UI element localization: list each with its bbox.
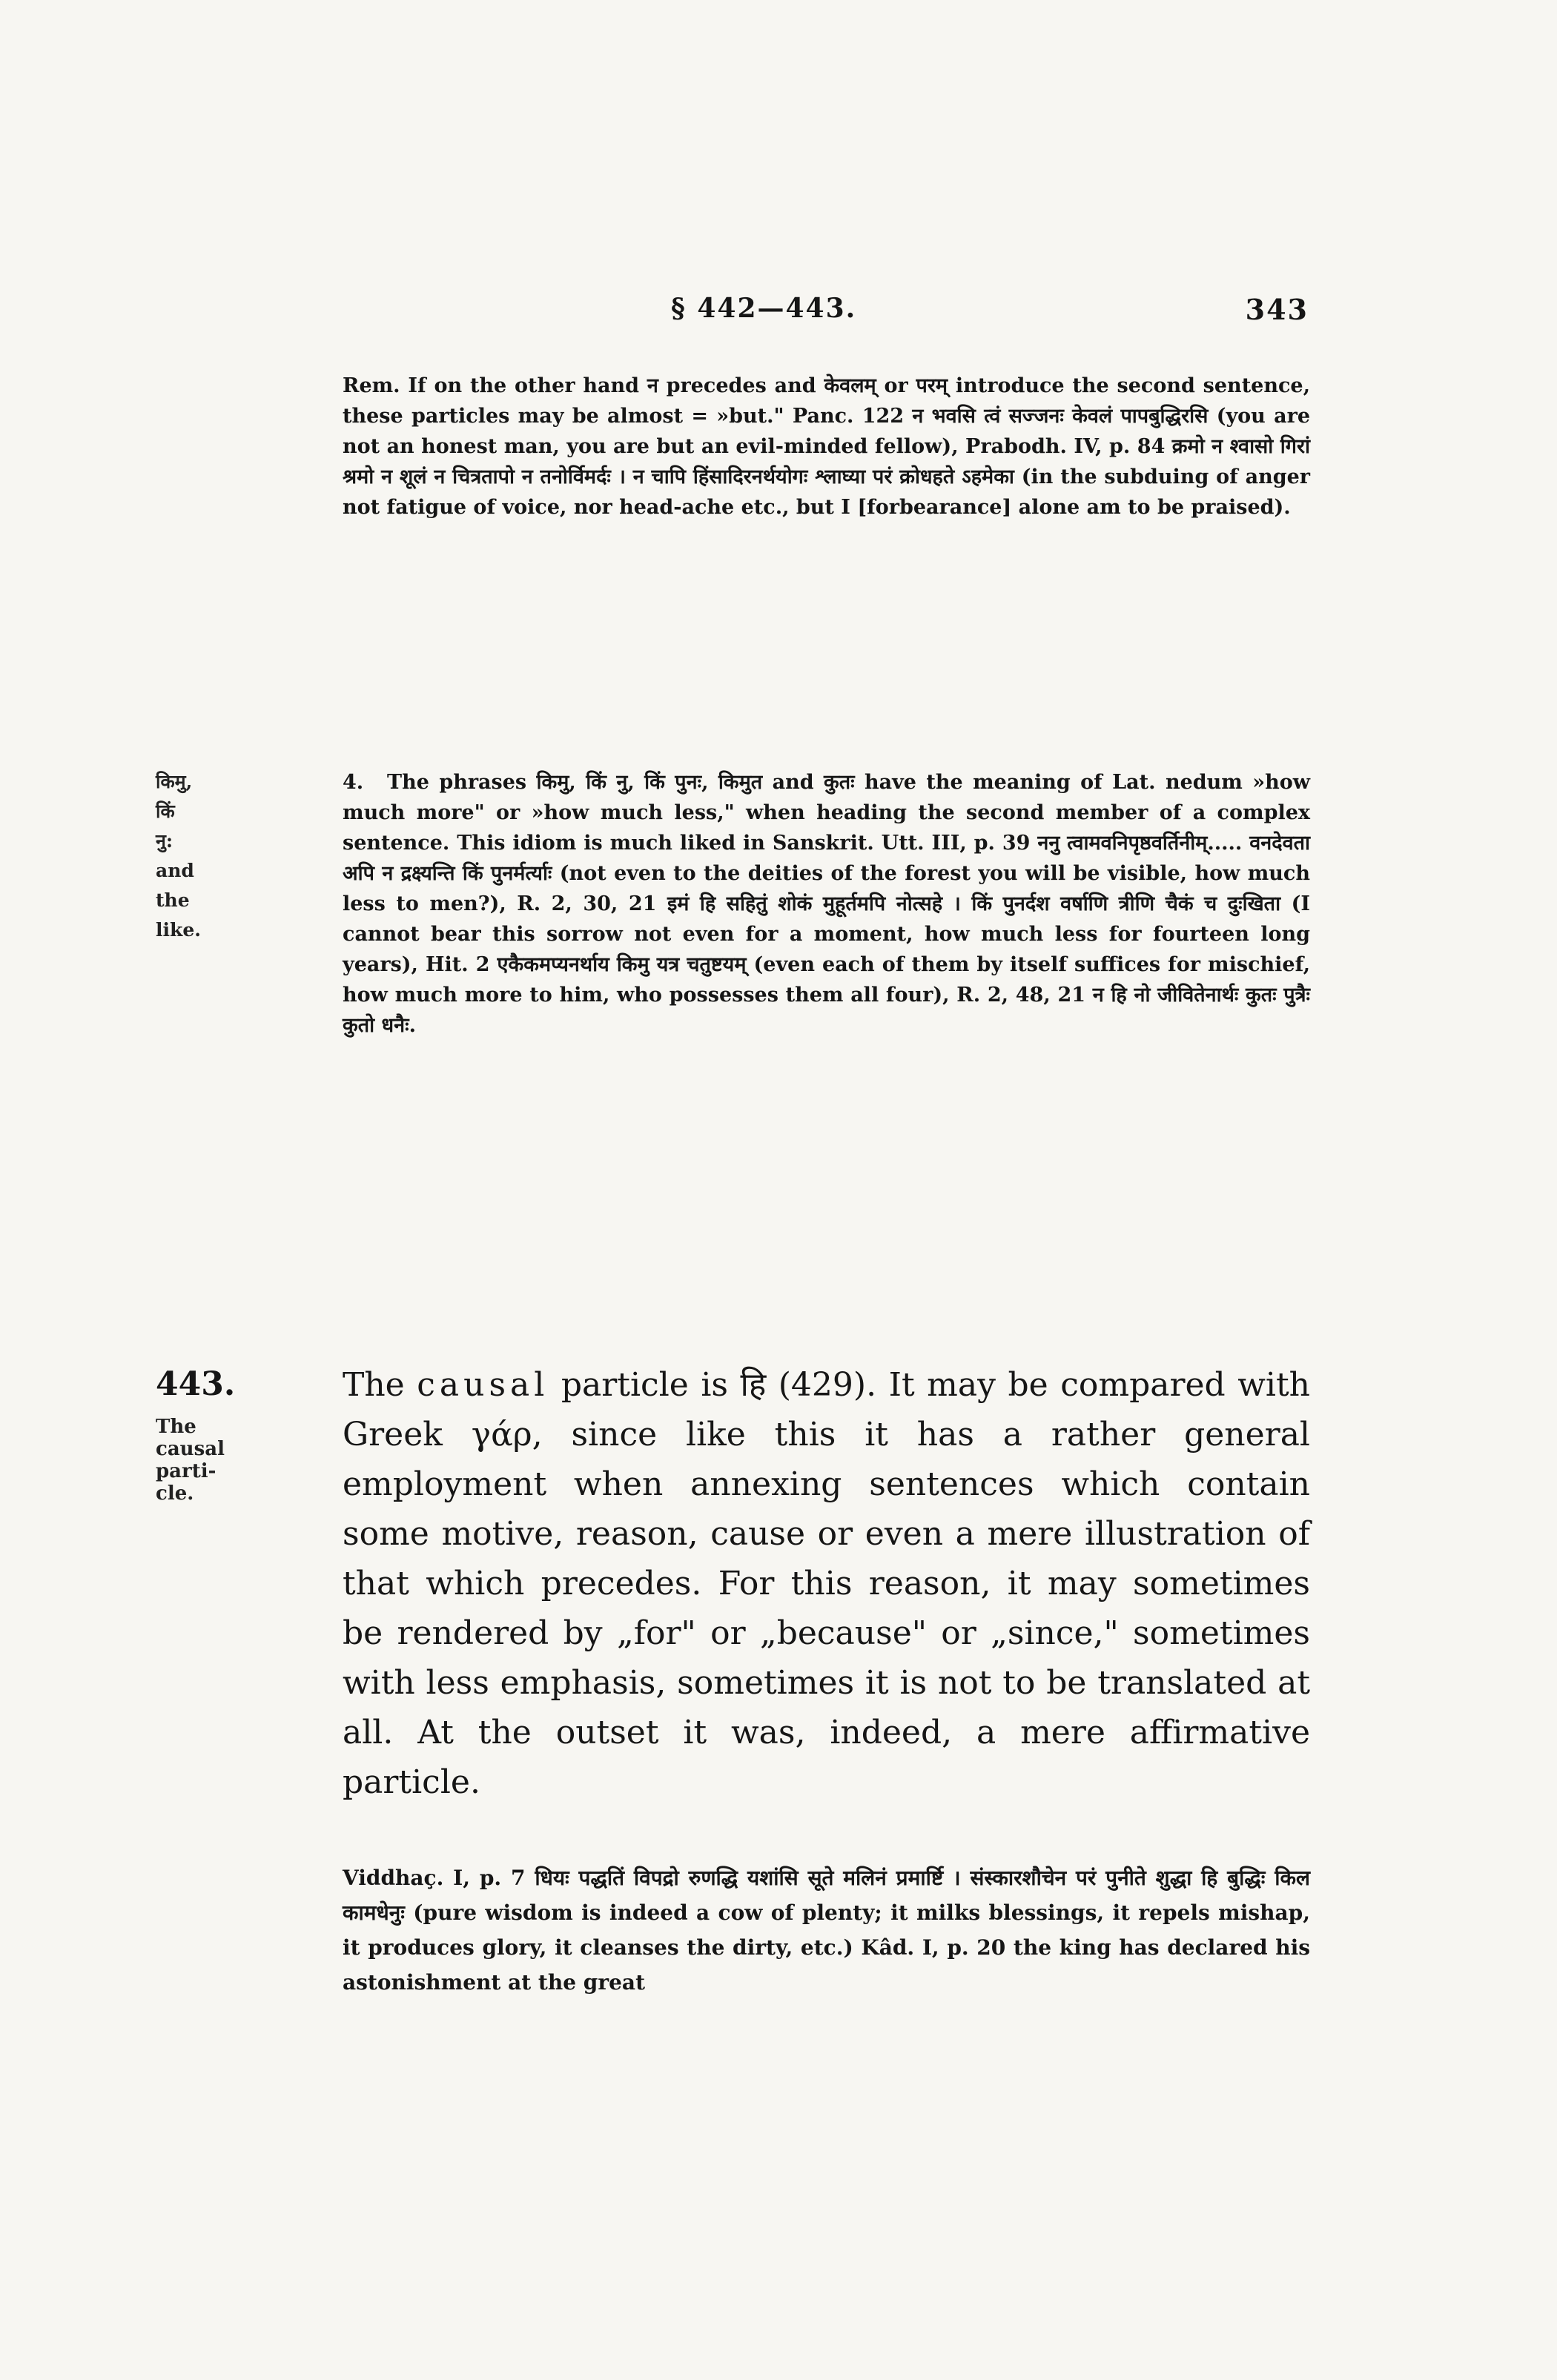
margin-note-line: causal — [156, 1438, 225, 1460]
section-443-lead: The — [343, 1366, 405, 1404]
section-reference: § 442—443. — [671, 293, 857, 324]
margin-note-line: and — [156, 860, 194, 881]
section-443-body — [343, 1360, 1310, 1807]
remark-paragraph — [343, 371, 1310, 523]
section-443-paragraph — [343, 1360, 1310, 1807]
section-443-text: particle is हि (429). It may be compared with Greek γάρ, since like this it has a rather general employment when annexing sentences which contain some motive, reason, cause or even a mere illustration of that which precedes. For this reason, it may sometimes be rendered by „for" or „because" or „since," sometimes with less emphasis, sometimes it is not to be translated at all. At the outset it was, indeed, a mere affirmative particle. — [343, 1366, 1310, 1801]
running-head — [341, 293, 1309, 337]
margin-note-line: cle. — [156, 1482, 194, 1505]
margin-note-line: किं — [156, 800, 175, 822]
remark-text: Rem. If on the other hand न precedes and केवलम् or परम् introduce the second sentence, these particles may be almost = »but." Panc. 122 न भवसि त्वं सज्जनः केवलं पापबुद्धिरसि (you are not an honest man, you are but an evil-minded fellow), Prabodh. IV, p. 84 क्रमो न श्वासो गिरां श्रमो न शूलं न चित्रतापो न तनोर्विमर्दः । न चापि हिंसादिरनर्थयोगः श्लाघ्या परं क्रोधहते ऽहमेका (in the subduing of anger not fatigue of voice, nor head-ache etc., but I [forbearance] alone am to be praised). — [343, 374, 1310, 519]
section-number: 443. — [156, 1365, 236, 1403]
example-text: Viddhaç. I, p. 7 धियः पद्धतिं विपद्रो रुणद्धि यशांसि सूते मलिनं प्रमार्ष्टि । संस्कारशौचेन परं पुनीते शुद्धा हि बुद्धिः किल कामधेनुः (pure wisdom is indeed a cow of plenty; it milks blessings, it repels mishap, it produces glory, it cleanses the dirty, etc.) Kâd. I, p. 20 the king has declared his astonishment at the great — [343, 1866, 1310, 1995]
margin-note-line: like. — [156, 919, 201, 941]
paragraph-number: 4. — [343, 771, 364, 794]
paragraph-4-body — [343, 767, 1310, 1041]
margin-note-line: नु: — [156, 830, 173, 852]
margin-note-line: the — [156, 889, 190, 911]
paragraph-4-text: The phrases किमु, किं नु, किं पुनः, किमुत and कुतः have the meaning of Lat. nedum »how much more" or »how much less," when heading the second member of a complex sentence. This idiom is much liked in Sanskrit. Utt. III, p. 39 ननु त्वामवनिपृष्ठवर्तिनीम्..... वनदेवता अपि न द्रक्ष्यन्ति किं पुनर्मर्त्याः (not even to the deities of the forest you will be visible, how much less to men?), R. 2, 30, 21 इमं हि सहितुं शोकं मुहूर्तमपि नोत्सहे । किं पुनर्दश वर्षाणि त्रीणि चैकं च दुःखिता (I cannot bear this sorrow not even for a moment, how much less for fourteen long years), Hit. 2 एकैकमप्यनर्थाय किमु यत्र चतुष्टयम् (even each of them by itself suffices for mischief, how much more to him, who possesses them all four), R. 2, 48, 21 न हि नो जीवितेनार्थः कुतः पुत्रैः कुतो धनैः. — [343, 771, 1310, 1037]
paragraph-4 — [343, 767, 1310, 1041]
example-paragraph — [343, 1860, 1310, 2000]
margin-note-causal-particle — [156, 1416, 297, 1505]
section-443-spaced-term: causal — [417, 1366, 549, 1404]
margin-note-line: parti- — [156, 1460, 216, 1482]
margin-note-line: किमु, — [156, 771, 193, 792]
page-number: 343 — [1245, 293, 1309, 326]
margin-note-line: The — [156, 1416, 196, 1438]
margin-note-kimu — [156, 767, 297, 945]
